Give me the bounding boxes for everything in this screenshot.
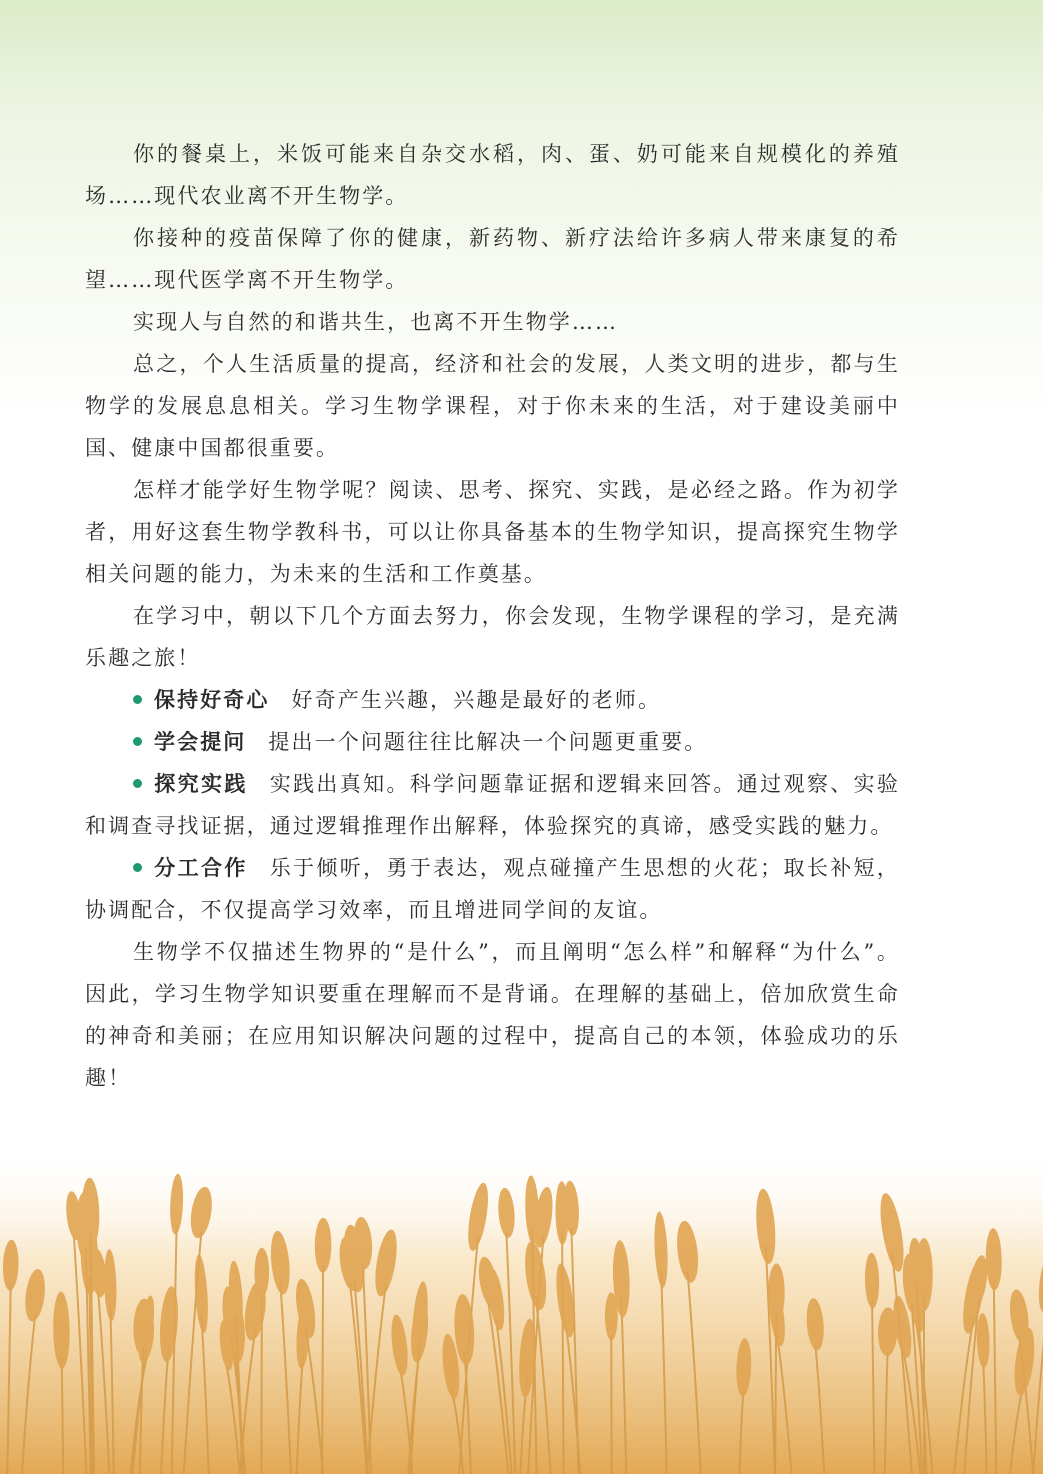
paragraph: 你接种的疫苗保障了你的健康，新药物、新疗法给许多病人带来康复的希望……现代医学离不开生物学。 <box>85 226 900 292</box>
bullet-item <box>85 847 900 931</box>
bullet-text: 好奇产生兴趣，兴趣是最好的老师。 <box>291 688 662 712</box>
closing-paragraph: 生物学不仅描述生物界的“是什么”，而且阐明“怎么样”和解释“为什么”。因此，学习生物学知识要重在理解而不是背诵。在理解的基础上，倍加欣赏生命的神奇和美丽；在应用知识解决问题的过程中，提高自己的本领，体验成功的乐趣！ <box>85 940 900 1090</box>
bullet-item <box>85 763 900 847</box>
bullet-title: 保持好奇心 <box>154 687 270 712</box>
bullet-item <box>85 721 900 763</box>
wheat-field-illustration <box>0 1144 1043 1474</box>
bullet-dot-icon <box>133 695 142 704</box>
paragraph: 你的餐桌上，米饭可能来自杂交水稻，肉、蛋、奶可能来自规模化的养殖场……现代农业离不开生物学。 <box>85 142 900 208</box>
bullet-text: 实践出真知。科学问题靠证据和逻辑来回答。通过观察、实验和调查寻找证据，通过逻辑推理作出解释，体验探究的真谛，感受实践的魅力。 <box>85 772 901 838</box>
bullet-dot-icon <box>133 863 142 872</box>
paragraph: 总之，个人生活质量的提高，经济和社会的发展，人类文明的进步，都与生物学的发展息息相关。学习生物学课程，对于你未来的生活，对于建设美丽中国、健康中国都很重要。 <box>85 352 900 460</box>
bullet-dot-icon <box>133 779 142 788</box>
paragraph: 在学习中，朝以下几个方面去努力，你会发现，生物学课程的学习，是充满乐趣之旅！ <box>85 604 900 670</box>
bullet-dot-icon <box>133 737 142 746</box>
bullet-title: 学会提问 <box>154 729 247 754</box>
bullet-title: 探究实践 <box>154 771 248 796</box>
paragraph: 怎样才能学好生物学呢？阅读、思考、探究、实践，是必经之路。作为初学者，用好这套生物学教科书，可以让你具备基本的生物学知识，提高探究生物学相关问题的能力，为未来的生活和工作奠基。 <box>85 478 900 586</box>
bullet-title: 分工合作 <box>154 855 248 880</box>
bullet-text: 乐于倾听，勇于表达，观点碰撞产生思想的火花；取长补短，协调配合，不仅提高学习效率，而且增进同学间的友谊。 <box>85 856 901 922</box>
wheat-stalk <box>322 1265 323 1474</box>
preface-text <box>85 133 900 1099</box>
bullet-item <box>85 679 900 721</box>
bullet-text: 提出一个问题往往比解决一个问题更重要。 <box>268 730 708 754</box>
paragraph: 实现人与自然的和谐共生，也离不开生物学…… <box>133 310 619 334</box>
